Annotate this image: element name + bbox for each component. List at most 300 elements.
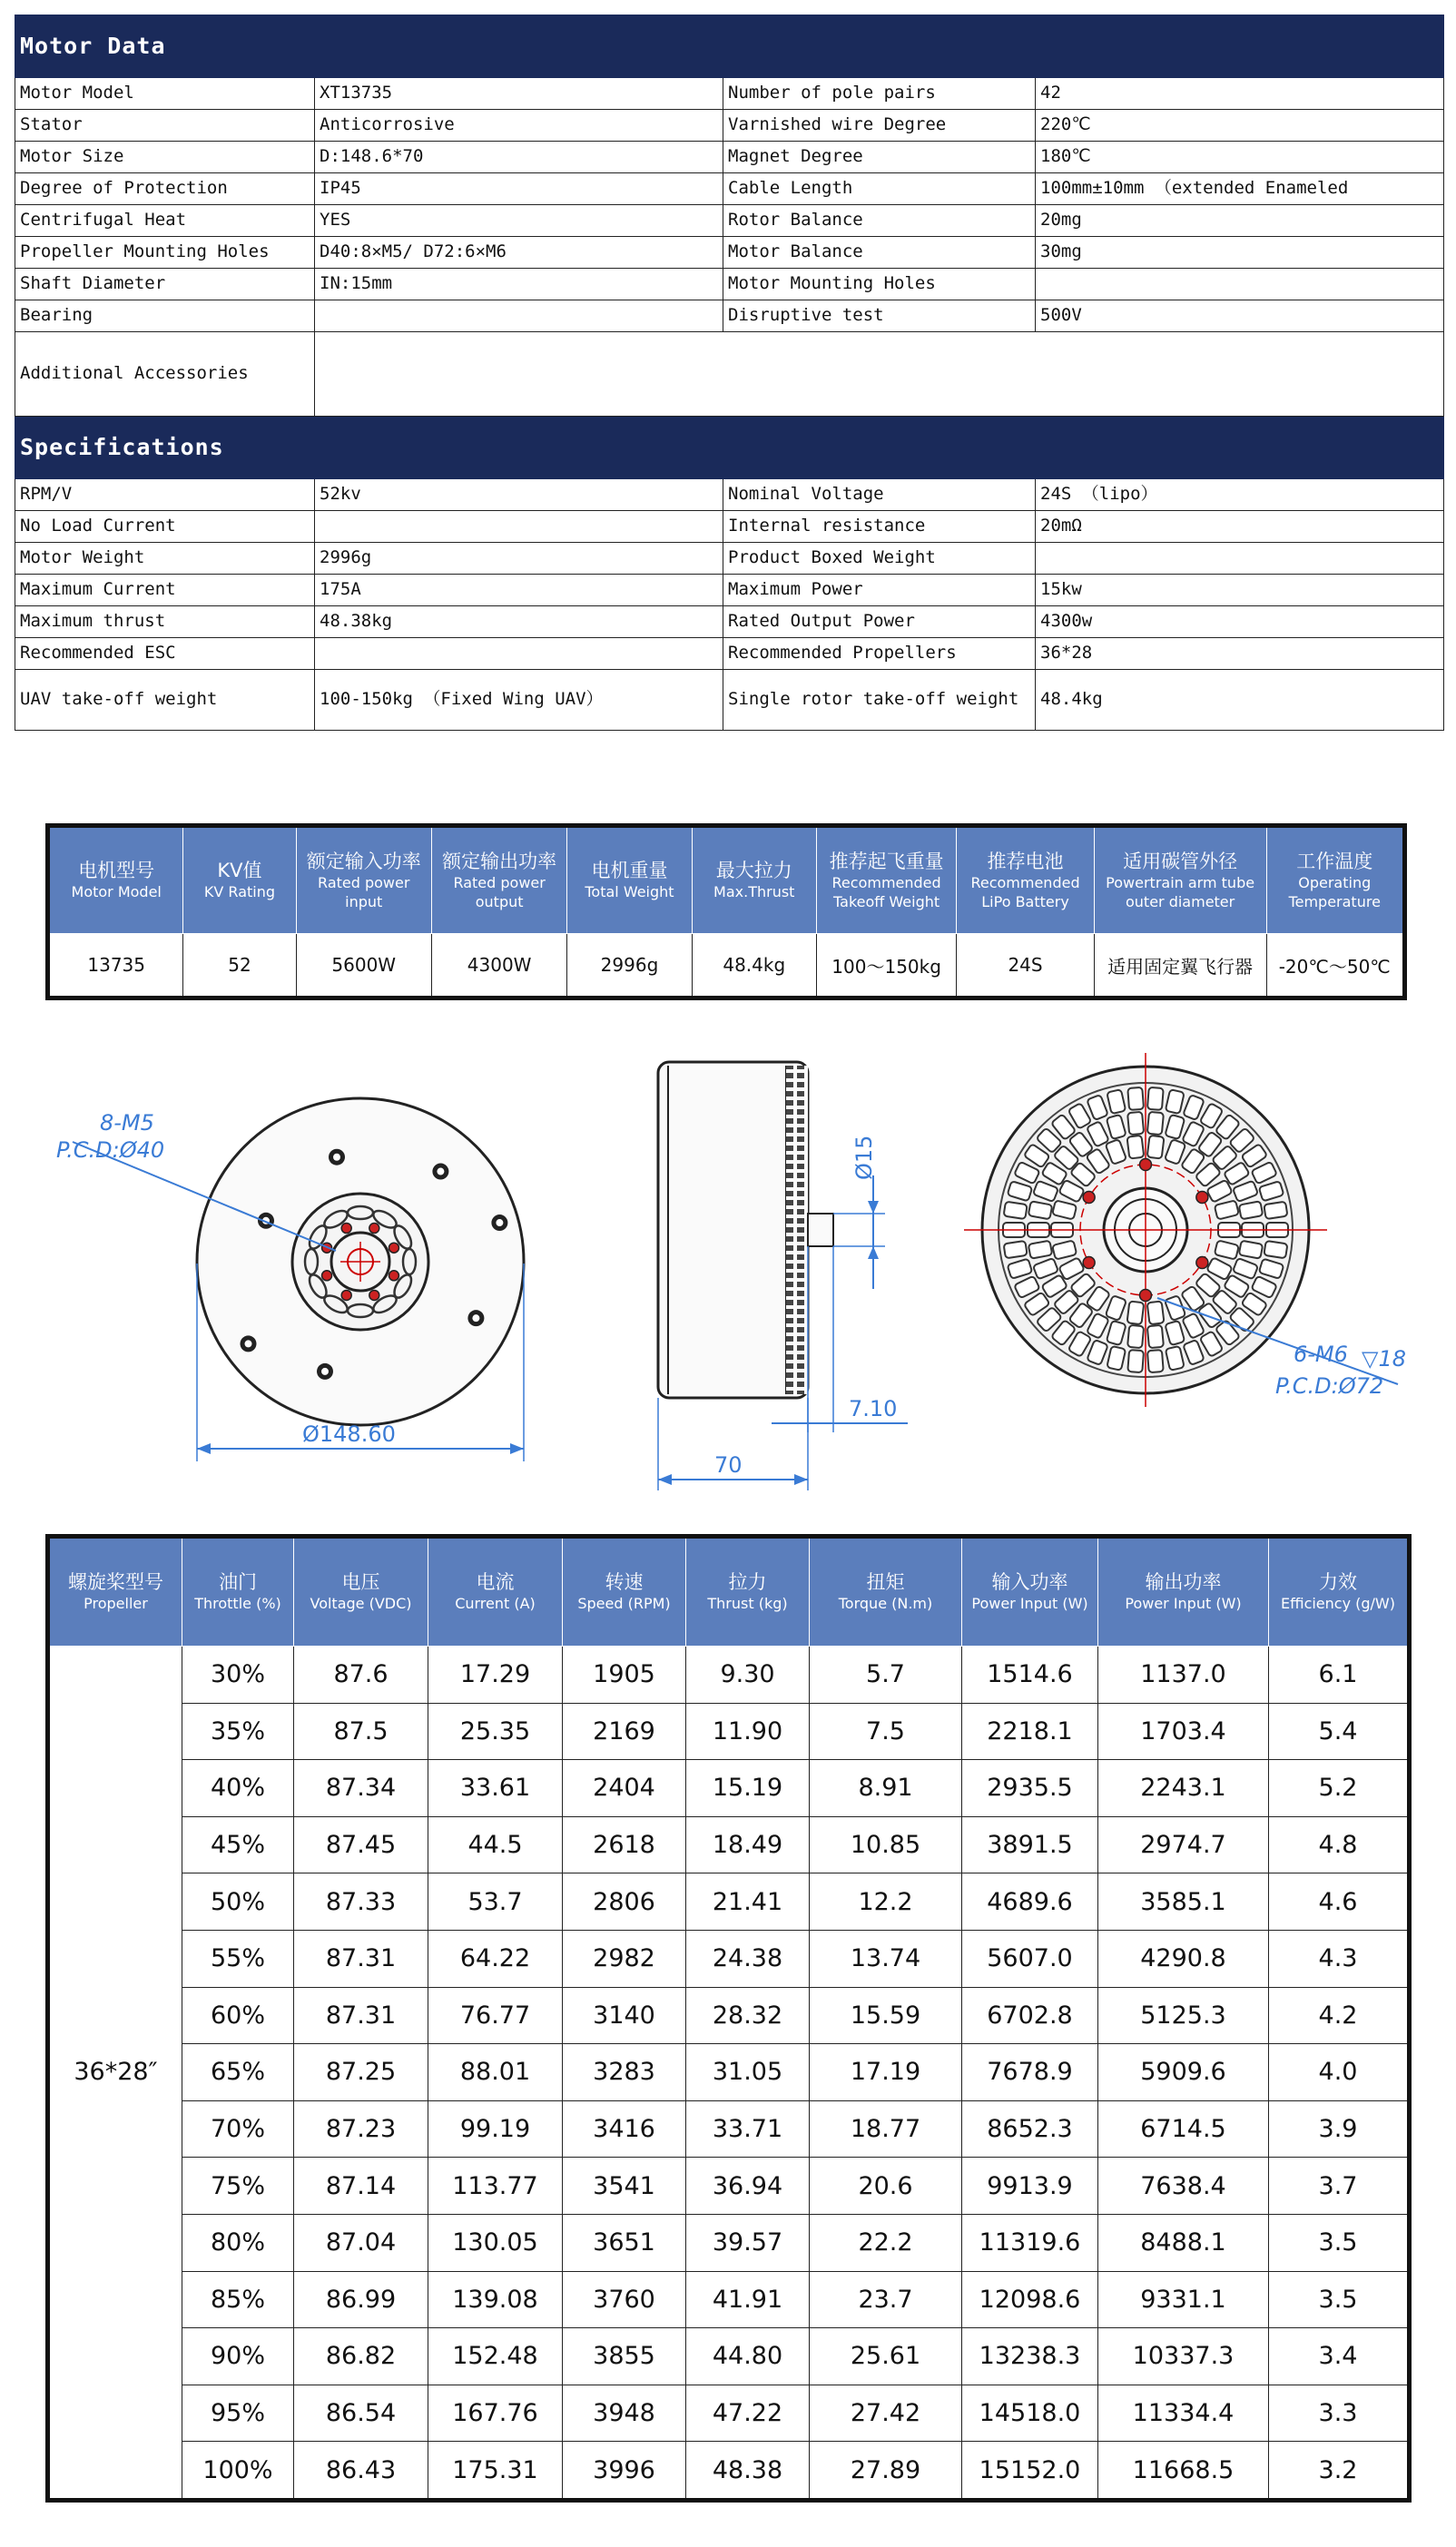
spec-value (1036, 543, 1444, 575)
column-header (431, 826, 566, 934)
spec-row (15, 670, 1444, 731)
column-header-cn: 输入功率 (991, 1570, 1068, 1593)
spec-row (15, 110, 1444, 142)
performance-cell: 87.31 (294, 1930, 428, 1987)
performance-cell: 55% (182, 1930, 294, 1987)
section-title-motor-data: Motor Data (15, 15, 1444, 78)
performance-cell: 2982 (563, 1930, 686, 1987)
performance-cell: 12.2 (810, 1873, 962, 1931)
spec-value (1036, 269, 1444, 300)
performance-cell: 4290.8 (1098, 1930, 1269, 1987)
spec-label: Stator (15, 110, 315, 142)
column-header (182, 1537, 294, 1647)
spec-label: Number of pole pairs (723, 78, 1036, 110)
performance-cell: 33.61 (428, 1760, 563, 1817)
back-holes-label: 6-M6 (1294, 1342, 1348, 1367)
summary-row (48, 934, 1405, 998)
performance-cell: 3891.5 (962, 1816, 1098, 1873)
performance-row (48, 2328, 1410, 2385)
spec-label: Recommended Propellers (723, 638, 1036, 670)
performance-cell: 15.19 (686, 1760, 810, 1817)
performance-cell: 27.89 (810, 2442, 962, 2501)
spec-row (15, 300, 1444, 332)
column-header-en: Torque (N.m) (838, 1595, 933, 1613)
column-header-en: Power Input (W) (1125, 1595, 1242, 1613)
column-header-cn: 油门 (219, 1570, 257, 1593)
column-header (1266, 826, 1405, 934)
performance-cell: 30% (182, 1647, 294, 1704)
performance-cell: 3.5 (1269, 2214, 1410, 2271)
performance-cell: 65% (182, 2044, 294, 2101)
spec-label: Motor Mounting Holes (723, 269, 1036, 300)
column-header-cn: 工作温度 (1296, 850, 1373, 872)
spec-value: 220℃ (1036, 110, 1444, 142)
performance-cell: 3948 (563, 2385, 686, 2442)
spec-row (15, 269, 1444, 300)
column-header-en: Throttle (%) (194, 1595, 281, 1613)
column-header (686, 1537, 810, 1647)
spec-label: Propeller Mounting Holes (15, 237, 315, 269)
column-header-cn: 电流 (476, 1570, 515, 1593)
performance-row (48, 2385, 1410, 2442)
spec-label: Rated Output Power (723, 606, 1036, 638)
column-header (48, 1537, 182, 1647)
performance-cell: 10337.3 (1098, 2328, 1269, 2385)
performance-cell: 18.49 (686, 1816, 810, 1873)
spec-label: UAV take-off weight (15, 670, 315, 731)
performance-cell: 4.6 (1269, 1873, 1410, 1931)
spec-label: Centrifugal Heat (15, 205, 315, 237)
performance-cell: 3.9 (1269, 2100, 1410, 2158)
performance-cell: 23.7 (810, 2271, 962, 2328)
spec-value: 36*28 (1036, 638, 1444, 670)
performance-cell: 3.2 (1269, 2442, 1410, 2501)
performance-row (48, 2100, 1410, 2158)
column-header-en: Powertrain arm tube outer diameter (1106, 873, 1255, 910)
performance-cell: 31.05 (686, 2044, 810, 2101)
performance-cell: 3.4 (1269, 2328, 1410, 2385)
performance-cell: 95% (182, 2385, 294, 2442)
column-header-cn: 电机型号 (78, 859, 155, 881)
spec-value: 500V (1036, 300, 1444, 332)
summary-cell: 4300W (431, 934, 566, 998)
performance-cell: 3140 (563, 1987, 686, 2044)
spec-label: Rotor Balance (723, 205, 1036, 237)
spec-label: Product Boxed Weight (723, 543, 1036, 575)
performance-row (48, 1873, 1410, 1931)
performance-cell: 41.91 (686, 2271, 810, 2328)
performance-cell: 86.54 (294, 2385, 428, 2442)
front-diameter-label: Ø148.60 (302, 1421, 396, 1447)
performance-cell: 85% (182, 2271, 294, 2328)
column-header-en: Thrust (kg) (707, 1595, 788, 1613)
spec-row (15, 606, 1444, 638)
performance-cell: 87.6 (294, 1647, 428, 1704)
performance-cell: 50% (182, 1873, 294, 1931)
spec-label: Maximum thrust (15, 606, 315, 638)
spec-value: XT13735 (315, 78, 723, 110)
column-header-en: Rated power output (453, 873, 546, 910)
performance-row (48, 1930, 1410, 1987)
performance-cell: 7678.9 (962, 2044, 1098, 2101)
performance-cell: 12098.6 (962, 2271, 1098, 2328)
height-label: 70 (714, 1452, 743, 1478)
front-holes-label: 8-M5 (100, 1110, 154, 1136)
performance-cell: 35% (182, 1703, 294, 1760)
performance-cell: 22.2 (810, 2214, 962, 2271)
spec-label: Motor Weight (15, 543, 315, 575)
spec-value: 15kw (1036, 575, 1444, 606)
performance-cell: 167.76 (428, 2385, 563, 2442)
performance-row (48, 1760, 1410, 1817)
performance-cell: 1905 (563, 1647, 686, 1704)
spec-value: 100mm±10mm （extended Enameled (1036, 173, 1444, 205)
performance-cell: 8652.3 (962, 2100, 1098, 2158)
spec-label: Varnished wire Degree (723, 110, 1036, 142)
column-header (810, 1537, 962, 1647)
spec-label: Degree of Protection (15, 173, 315, 205)
performance-cell: 1514.6 (962, 1647, 1098, 1704)
spec-value: 2996g (315, 543, 723, 575)
performance-cell: 3541 (563, 2158, 686, 2215)
performance-cell: 39.57 (686, 2214, 810, 2271)
performance-cell: 87.14 (294, 2158, 428, 2215)
performance-cell: 2404 (563, 1760, 686, 1817)
spec-row (15, 142, 1444, 173)
performance-cell: 11334.4 (1098, 2385, 1269, 2442)
performance-cell: 139.08 (428, 2271, 563, 2328)
propeller-cell: 36*28″ (48, 1647, 182, 2501)
spec-value: D:148.6*70 (315, 142, 723, 173)
performance-cell: 47.22 (686, 2385, 810, 2442)
performance-cell: 3283 (563, 2044, 686, 2101)
performance-cell: 4.2 (1269, 1987, 1410, 2044)
performance-row (48, 1647, 1410, 1704)
performance-cell: 87.25 (294, 2044, 428, 2101)
column-header (183, 826, 296, 934)
spec-row (15, 237, 1444, 269)
performance-cell: 24.38 (686, 1930, 810, 1987)
performance-cell: 5.2 (1269, 1760, 1410, 1817)
column-header-cn: 转速 (605, 1570, 644, 1593)
performance-row (48, 1987, 1410, 2044)
column-header (428, 1537, 563, 1647)
performance-cell: 10.85 (810, 1816, 962, 1873)
performance-cell: 5607.0 (962, 1930, 1098, 1987)
column-header-cn: 电机重量 (591, 859, 668, 881)
performance-cell: 7638.4 (1098, 2158, 1269, 2215)
performance-cell: 48.38 (686, 2442, 810, 2501)
column-header-cn: 力效 (1319, 1570, 1357, 1593)
column-header-cn: 额定输出功率 (442, 850, 557, 872)
column-header (962, 1537, 1098, 1647)
performance-cell: 17.29 (428, 1647, 563, 1704)
performance-cell: 21.41 (686, 1873, 810, 1931)
performance-cell: 2618 (563, 1816, 686, 1873)
performance-cell: 6.1 (1269, 1647, 1410, 1704)
spec-label: Recommended ESC (15, 638, 315, 670)
performance-cell: 9913.9 (962, 2158, 1098, 2215)
column-header-en: Recommended LiPo Battery (970, 873, 1080, 910)
performance-cell: 28.32 (686, 1987, 810, 2044)
spec-row (15, 173, 1444, 205)
performance-cell: 45% (182, 1816, 294, 1873)
side-view (658, 1062, 908, 1490)
performance-row (48, 2271, 1410, 2328)
performance-cell: 3.5 (1269, 2271, 1410, 2328)
summary-cell: 100～150kg (816, 934, 956, 998)
performance-cell: 2806 (563, 1873, 686, 1931)
spec-value: 175A (315, 575, 723, 606)
summary-table (45, 823, 1407, 1000)
column-header-cn: 推荐电池 (987, 850, 1064, 872)
column-header (1094, 826, 1266, 934)
spec-value: 52kv (315, 479, 723, 511)
column-header-cn: 最大拉力 (715, 859, 792, 881)
spec-value: 24S （lipo） (1036, 479, 1444, 511)
performance-cell: 9331.1 (1098, 2271, 1269, 2328)
summary-cell: 48.4kg (692, 934, 816, 998)
spec-value (315, 638, 723, 670)
back-pcd-label: P.C.D:Ø72 (1275, 1373, 1384, 1399)
summary-cell: 适用固定翼飞行器 (1094, 934, 1266, 998)
column-header-cn: KV值 (217, 859, 262, 881)
performance-cell: 5.4 (1269, 1703, 1410, 1760)
spec-row (15, 479, 1444, 511)
summary-cell: 5600W (296, 934, 431, 998)
performance-cell: 3.3 (1269, 2385, 1410, 2442)
performance-cell: 11319.6 (962, 2214, 1098, 2271)
performance-table (45, 1534, 1412, 2503)
summary-cell: -20℃～50℃ (1266, 934, 1405, 998)
shaft-label: Ø15 (851, 1135, 877, 1180)
performance-cell: 5.7 (810, 1647, 962, 1704)
performance-row (48, 2214, 1410, 2271)
spec-value: 42 (1036, 78, 1444, 110)
column-header (1098, 1537, 1269, 1647)
spec-label: Single rotor take-off weight (723, 670, 1036, 731)
performance-cell: 9.30 (686, 1647, 810, 1704)
performance-cell: 5125.3 (1098, 1987, 1269, 2044)
spec-value: D40:8×M5/ D72:6×M6 (315, 237, 723, 269)
summary-cell: 13735 (48, 934, 183, 998)
spec-label: Motor Model (15, 78, 315, 110)
performance-cell: 14518.0 (962, 2385, 1098, 2442)
column-header (816, 826, 956, 934)
column-header (294, 1537, 428, 1647)
spec-value (315, 511, 723, 543)
performance-cell: 5909.6 (1098, 2044, 1269, 2101)
performance-cell: 3996 (563, 2442, 686, 2501)
spec-label: Maximum Power (723, 575, 1036, 606)
performance-cell: 70% (182, 2100, 294, 2158)
performance-cell: 1137.0 (1098, 1647, 1269, 1704)
spec-row (15, 332, 1444, 417)
spec-value: 20mΩ (1036, 511, 1444, 543)
back-depth-label: ▽18 (1362, 1346, 1406, 1372)
column-header-en: KV Rating (203, 883, 276, 901)
front-pcd-label: P.C.D:Ø40 (56, 1137, 165, 1163)
performance-cell: 152.48 (428, 2328, 563, 2385)
performance-cell: 18.77 (810, 2100, 962, 2158)
performance-cell: 11668.5 (1098, 2442, 1269, 2501)
performance-cell: 7.5 (810, 1703, 962, 1760)
performance-cell: 40% (182, 1760, 294, 1817)
column-header (563, 1537, 686, 1647)
spec-value: 30mg (1036, 237, 1444, 269)
spec-table (15, 15, 1444, 731)
spec-label: No Load Current (15, 511, 315, 543)
column-header-en: Current (A) (455, 1595, 536, 1613)
performance-row (48, 1703, 1410, 1760)
spec-label: Shaft Diameter (15, 269, 315, 300)
column-header (957, 826, 1094, 934)
performance-cell: 87.23 (294, 2100, 428, 2158)
performance-row (48, 2442, 1410, 2501)
column-header-en: Motor Model (71, 883, 162, 901)
column-header (1269, 1537, 1410, 1647)
performance-cell: 33.71 (686, 2100, 810, 2158)
motor-drawings (0, 1026, 1456, 1516)
spec-label: Internal resistance (723, 511, 1036, 543)
performance-cell: 75% (182, 2158, 294, 2215)
performance-cell: 87.34 (294, 1760, 428, 1817)
performance-cell: 86.82 (294, 2328, 428, 2385)
performance-cell: 13238.3 (962, 2328, 1098, 2385)
spec-row (15, 638, 1444, 670)
performance-cell: 4.3 (1269, 1930, 1410, 1987)
performance-cell: 3760 (563, 2271, 686, 2328)
spec-label: Nominal Voltage (723, 479, 1036, 511)
spec-label: Magnet Degree (723, 142, 1036, 173)
performance-cell: 36.94 (686, 2158, 810, 2215)
spec-value: 180℃ (1036, 142, 1444, 173)
column-header-cn: 额定输入功率 (306, 850, 421, 872)
spec-value: 48.38kg (315, 606, 723, 638)
performance-cell: 88.01 (428, 2044, 563, 2101)
performance-cell: 4.0 (1269, 2044, 1410, 2101)
performance-cell: 8488.1 (1098, 2214, 1269, 2271)
performance-cell: 25.35 (428, 1703, 563, 1760)
performance-cell: 2218.1 (962, 1703, 1098, 1760)
performance-cell: 2935.5 (962, 1760, 1098, 1817)
performance-cell: 6714.5 (1098, 2100, 1269, 2158)
performance-cell: 3855 (563, 2328, 686, 2385)
column-header-cn: 螺旋桨型号 (68, 1570, 163, 1593)
front-view (56, 1098, 524, 1461)
performance-cell: 76.77 (428, 1987, 563, 2044)
performance-cell: 17.19 (810, 2044, 962, 2101)
summary-cell: 52 (183, 934, 296, 998)
spec-label: Cable Length (723, 173, 1036, 205)
spec-row (15, 205, 1444, 237)
performance-cell: 80% (182, 2214, 294, 2271)
performance-cell: 87.33 (294, 1873, 428, 1931)
spec-value: 20mg (1036, 205, 1444, 237)
shaft-length-label: 7.10 (849, 1396, 898, 1421)
performance-cell: 64.22 (428, 1930, 563, 1987)
column-header-cn: 拉力 (728, 1570, 767, 1593)
performance-cell: 60% (182, 1987, 294, 2044)
column-header-cn: 适用碳管外径 (1123, 850, 1238, 872)
performance-cell: 87.45 (294, 1816, 428, 1873)
performance-cell: 44.80 (686, 2328, 810, 2385)
spec-label: Disruptive test (723, 300, 1036, 332)
performance-cell: 3.7 (1269, 2158, 1410, 2215)
summary-cell: 2996g (567, 934, 692, 998)
performance-cell: 44.5 (428, 1816, 563, 1873)
performance-cell: 130.05 (428, 2214, 563, 2271)
performance-cell: 11.90 (686, 1703, 810, 1760)
spec-row (15, 511, 1444, 543)
column-header (692, 826, 816, 934)
performance-cell: 20.6 (810, 2158, 962, 2215)
performance-cell: 2243.1 (1098, 1760, 1269, 1817)
column-header-en: Efficiency (g/W) (1280, 1595, 1395, 1613)
column-header (296, 826, 431, 934)
performance-cell: 86.99 (294, 2271, 428, 2328)
performance-cell: 2974.7 (1098, 1816, 1269, 1873)
spec-value: YES (315, 205, 723, 237)
performance-row (48, 2044, 1410, 2101)
column-header-en: Propeller (84, 1595, 148, 1613)
performance-cell: 15.59 (810, 1987, 962, 2044)
performance-cell: 113.77 (428, 2158, 563, 2215)
column-header-cn: 电压 (341, 1570, 380, 1593)
performance-cell: 13.74 (810, 1930, 962, 1987)
spec-row (15, 543, 1444, 575)
performance-cell: 86.43 (294, 2442, 428, 2501)
performance-cell: 100% (182, 2442, 294, 2501)
spec-value (315, 332, 1444, 417)
section-title-specifications: Specifications (15, 417, 1444, 479)
performance-cell: 90% (182, 2328, 294, 2385)
spec-label: Motor Size (15, 142, 315, 173)
performance-cell: 4689.6 (962, 1873, 1098, 1931)
performance-cell: 4.8 (1269, 1816, 1410, 1873)
spec-value: 48.4kg (1036, 670, 1444, 731)
spec-label: Motor Balance (723, 237, 1036, 269)
column-header-cn: 扭矩 (866, 1570, 905, 1593)
spec-label: Maximum Current (15, 575, 315, 606)
column-header-en: Power Input (W) (971, 1595, 1088, 1613)
performance-cell: 3416 (563, 2100, 686, 2158)
performance-cell: 53.7 (428, 1873, 563, 1931)
performance-cell: 87.5 (294, 1703, 428, 1760)
performance-cell: 3585.1 (1098, 1873, 1269, 1931)
performance-cell: 87.31 (294, 1987, 428, 2044)
column-header (567, 826, 692, 934)
column-header-en: Voltage (VDC) (310, 1595, 412, 1613)
performance-cell: 175.31 (428, 2442, 563, 2501)
spec-value: Anticorrosive (315, 110, 723, 142)
performance-cell: 15152.0 (962, 2442, 1098, 2501)
spec-label: Bearing (15, 300, 315, 332)
spec-value: IN:15mm (315, 269, 723, 300)
spec-value (315, 300, 723, 332)
performance-cell: 3651 (563, 2214, 686, 2271)
column-header-en: Total Weight (585, 883, 674, 901)
spec-label: RPM/V (15, 479, 315, 511)
performance-cell: 87.04 (294, 2214, 428, 2271)
column-header-cn: 输出功率 (1145, 1570, 1222, 1593)
performance-cell: 99.19 (428, 2100, 563, 2158)
performance-cell: 8.91 (810, 1760, 962, 1817)
spec-label: Additional Accessories (15, 332, 315, 417)
spec-value: IP45 (315, 173, 723, 205)
performance-cell: 25.61 (810, 2328, 962, 2385)
spec-value: 100-150kg （Fixed Wing UAV） (315, 670, 723, 731)
